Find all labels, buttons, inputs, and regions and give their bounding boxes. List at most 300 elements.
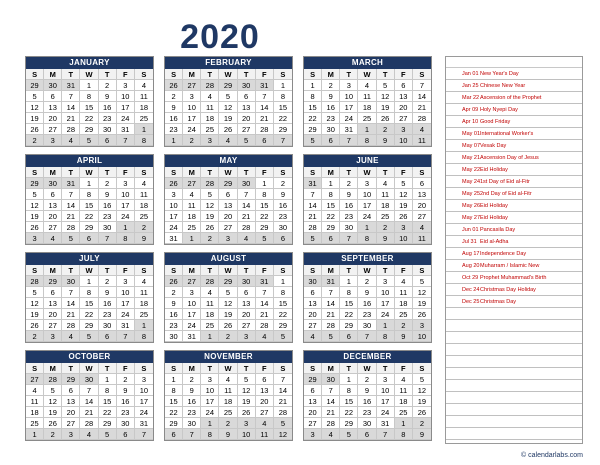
month-august <box>164 252 293 343</box>
month-days-grid <box>26 363 153 440</box>
day-cell: 15 <box>274 298 292 309</box>
weekday-header: W <box>80 69 98 80</box>
day-cell: 31 <box>183 331 201 342</box>
day-cell-other-month: 7 <box>340 233 358 244</box>
day-cell: 20 <box>62 407 80 418</box>
day-cell: 18 <box>377 200 395 211</box>
holiday-date: May 01 <box>462 131 481 137</box>
day-cell-other-month: 4 <box>80 429 98 440</box>
day-cell: 21 <box>62 309 80 320</box>
day-cell: 26 <box>26 222 44 233</box>
weekday-header: W <box>219 69 237 80</box>
month-name: JANUARY <box>26 57 153 69</box>
day-cell: 20 <box>219 211 237 222</box>
holiday-rows <box>446 68 582 440</box>
day-cell-other-month: 30 <box>238 80 256 91</box>
day-cell: 17 <box>201 396 219 407</box>
weekday-header: S <box>26 363 44 374</box>
day-cell: 25 <box>219 407 237 418</box>
day-cell: 8 <box>80 91 98 102</box>
day-cell: 5 <box>377 80 395 91</box>
weekday-header: T <box>238 167 256 178</box>
weekday-header: W <box>80 167 98 178</box>
day-cell: 28 <box>80 418 98 429</box>
holiday-row <box>446 296 582 308</box>
day-cell: 18 <box>358 102 376 113</box>
holiday-row <box>446 212 582 224</box>
weekday-header: S <box>26 167 44 178</box>
day-cell: 7 <box>322 385 340 396</box>
day-cell: 8 <box>165 385 183 396</box>
day-cell: 25 <box>201 320 219 331</box>
day-cell: 5 <box>395 178 413 189</box>
day-cell-other-month: 29 <box>219 276 237 287</box>
day-cell-other-month: 7 <box>117 331 135 342</box>
holiday-row-blank <box>446 416 582 428</box>
day-cell: 24 <box>135 407 153 418</box>
day-cell: 12 <box>377 91 395 102</box>
weekday-header: S <box>165 167 183 178</box>
weekday-header: S <box>413 265 431 276</box>
day-cell-other-month: 1 <box>201 331 219 342</box>
weekday-header: F <box>117 167 135 178</box>
day-cell-other-month: 11 <box>413 135 431 146</box>
day-cell: 30 <box>117 418 135 429</box>
weekday-header: T <box>62 265 80 276</box>
day-cell-other-month: 5 <box>340 429 358 440</box>
day-cell-other-month: 7 <box>358 331 376 342</box>
day-cell: 24 <box>183 124 201 135</box>
weekday-header: F <box>117 363 135 374</box>
day-cell: 30 <box>99 320 117 331</box>
day-cell-other-month: 3 <box>395 222 413 233</box>
day-cell: 3 <box>135 374 153 385</box>
day-cell-holiday: 10 <box>183 102 201 113</box>
day-cell: 14 <box>304 200 322 211</box>
day-cell: 28 <box>62 320 80 331</box>
day-cell: 11 <box>26 396 44 407</box>
day-cell-other-month: 3 <box>238 331 256 342</box>
day-cell: 27 <box>304 320 322 331</box>
month-february <box>164 56 293 147</box>
day-cell-holiday: 13 <box>44 102 62 113</box>
day-cell: 26 <box>219 320 237 331</box>
month-days-grid <box>165 265 292 342</box>
day-cell: 21 <box>62 113 80 124</box>
weekday-header: T <box>377 167 395 178</box>
day-cell-other-month: 31 <box>256 80 274 91</box>
holiday-row-blank <box>446 368 582 380</box>
month-days-grid <box>165 69 292 146</box>
holiday-name: Eid Holiday <box>480 203 508 209</box>
day-cell: 14 <box>413 91 431 102</box>
day-cell: 4 <box>26 385 44 396</box>
day-cell-other-month: 4 <box>62 135 80 146</box>
day-cell-other-month: 5 <box>256 233 274 244</box>
day-cell: 11 <box>395 287 413 298</box>
day-cell: 2 <box>322 80 340 91</box>
day-cell: 22 <box>165 407 183 418</box>
day-cell-other-month: 6 <box>358 429 376 440</box>
weekday-header: M <box>322 265 340 276</box>
day-cell-other-month: 3 <box>44 135 62 146</box>
day-cell-other-month: 10 <box>395 135 413 146</box>
weekday-header: W <box>358 69 376 80</box>
weekday-header: M <box>44 265 62 276</box>
holiday-date: Jul 31 <box>462 239 477 245</box>
day-cell: 6 <box>413 178 431 189</box>
day-cell: 28 <box>256 124 274 135</box>
day-cell: 19 <box>413 396 431 407</box>
day-cell: 12 <box>219 102 237 113</box>
day-cell: 5 <box>201 189 219 200</box>
day-cell-other-month: 5 <box>274 418 292 429</box>
day-cell-other-month: 1 <box>377 320 395 331</box>
day-cell: 16 <box>358 298 376 309</box>
day-cell: 11 <box>377 189 395 200</box>
day-cell: 4 <box>358 80 376 91</box>
day-cell: 10 <box>183 298 201 309</box>
day-cell: 8 <box>256 189 274 200</box>
weekday-header: T <box>377 363 395 374</box>
copyright-icon: © <box>521 452 527 459</box>
holiday-row <box>446 284 582 296</box>
weekday-header: T <box>201 265 219 276</box>
day-cell: 2 <box>99 178 117 189</box>
weekday-header: W <box>219 363 237 374</box>
day-cell: 16 <box>340 200 358 211</box>
weekday-header: F <box>117 69 135 80</box>
day-cell-other-month: 4 <box>256 331 274 342</box>
day-cell-other-month: 7 <box>183 429 201 440</box>
day-cell: 1 <box>80 276 98 287</box>
month-name: MARCH <box>304 57 431 69</box>
day-cell: 26 <box>219 124 237 135</box>
weekday-header: T <box>377 265 395 276</box>
day-cell: 5 <box>413 374 431 385</box>
day-cell: 31 <box>117 124 135 135</box>
day-cell-other-month: 3 <box>62 429 80 440</box>
weekday-header: W <box>219 265 237 276</box>
day-cell: 9 <box>99 91 117 102</box>
day-cell: 5 <box>44 385 62 396</box>
day-cell: 2 <box>117 374 135 385</box>
weekday-header: M <box>44 363 62 374</box>
day-cell: 28 <box>322 320 340 331</box>
day-cell-other-month: 3 <box>219 233 237 244</box>
day-cell-other-month: 30 <box>44 80 62 91</box>
day-cell: 2 <box>165 91 183 102</box>
day-cell-other-month: 28 <box>201 178 219 189</box>
day-cell-other-month: 6 <box>274 233 292 244</box>
day-cell: 20 <box>44 113 62 124</box>
weekday-header: F <box>395 167 413 178</box>
weekday-header: T <box>238 265 256 276</box>
day-cell: 13 <box>219 200 237 211</box>
day-cell: 3 <box>117 80 135 91</box>
day-cell: 10 <box>377 385 395 396</box>
day-cell-other-month: 28 <box>44 374 62 385</box>
day-cell-other-month: 5 <box>62 233 80 244</box>
weekday-header: S <box>26 265 44 276</box>
holiday-row-blank <box>446 356 582 368</box>
weekday-header: S <box>135 265 153 276</box>
day-cell: 20 <box>44 211 62 222</box>
day-cell: 7 <box>413 80 431 91</box>
day-cell-other-month: 7 <box>377 429 395 440</box>
holiday-row-blank <box>446 344 582 356</box>
day-cell-other-month: 5 <box>274 331 292 342</box>
day-cell: 15 <box>340 396 358 407</box>
day-cell: 4 <box>395 374 413 385</box>
day-cell: 7 <box>80 385 98 396</box>
day-cell-other-month: 5 <box>304 233 322 244</box>
day-cell: 16 <box>274 200 292 211</box>
weekday-header: S <box>304 363 322 374</box>
month-days-grid <box>304 167 431 244</box>
day-cell: 22 <box>80 211 98 222</box>
weekday-header: T <box>99 265 117 276</box>
day-cell: 25 <box>26 418 44 429</box>
weekday-header: T <box>201 69 219 80</box>
day-cell-other-month: 1 <box>358 222 376 233</box>
day-cell: 7 <box>256 287 274 298</box>
day-cell-other-month: 6 <box>99 135 117 146</box>
day-cell: 22 <box>80 113 98 124</box>
day-cell-other-month: 4 <box>62 331 80 342</box>
day-cell: 8 <box>274 91 292 102</box>
weekday-header: S <box>274 265 292 276</box>
month-october <box>25 350 154 441</box>
day-cell: 22 <box>340 309 358 320</box>
holiday-date: Mar 22 <box>462 95 480 101</box>
day-cell: 16 <box>99 102 117 113</box>
day-cell-holiday: 17 <box>183 309 201 320</box>
day-cell: 10 <box>135 385 153 396</box>
day-cell: 17 <box>117 102 135 113</box>
day-cell: 19 <box>219 113 237 124</box>
weekday-header: W <box>358 167 376 178</box>
day-cell-other-month: 26 <box>165 178 183 189</box>
holiday-row-blank <box>446 380 582 392</box>
day-cell: 24 <box>340 113 358 124</box>
weekday-header: F <box>395 265 413 276</box>
holiday-row <box>446 260 582 272</box>
day-cell-other-month: 31 <box>304 178 322 189</box>
day-cell: 7 <box>304 189 322 200</box>
holiday-name: Pancasila Day <box>480 227 516 233</box>
holiday-row <box>446 224 582 236</box>
day-cell: 27 <box>238 320 256 331</box>
day-cell: 18 <box>135 200 153 211</box>
day-cell-other-month: 2 <box>219 331 237 342</box>
weekday-header: T <box>340 69 358 80</box>
day-cell: 28 <box>256 320 274 331</box>
holiday-date: May 21 <box>462 155 481 161</box>
holiday-date: Apr 10 <box>462 119 479 125</box>
weekday-header: S <box>165 69 183 80</box>
day-cell: 16 <box>117 396 135 407</box>
day-cell-other-month: 8 <box>358 135 376 146</box>
day-cell-other-month: 9 <box>377 233 395 244</box>
day-cell: 24 <box>183 320 201 331</box>
day-cell-other-month: 4 <box>413 222 431 233</box>
day-cell: 2 <box>165 287 183 298</box>
day-cell-other-month: 5 <box>238 135 256 146</box>
weekday-header: M <box>183 265 201 276</box>
day-cell: 25 <box>183 222 201 233</box>
day-cell: 4 <box>135 80 153 91</box>
day-cell: 8 <box>99 385 117 396</box>
day-cell: 11 <box>135 91 153 102</box>
day-cell: 13 <box>238 298 256 309</box>
month-days-grid <box>304 69 431 146</box>
day-cell: 6 <box>256 374 274 385</box>
day-cell-other-month: 29 <box>26 178 44 189</box>
day-cell: 6 <box>304 385 322 396</box>
day-cell: 9 <box>183 385 201 396</box>
weekday-header: M <box>44 167 62 178</box>
day-cell: 28 <box>413 113 431 124</box>
day-cell-other-month: 7 <box>135 429 153 440</box>
day-cell-other-month: 2 <box>135 222 153 233</box>
day-cell-other-month: 4 <box>256 418 274 429</box>
weekday-header: S <box>304 265 322 276</box>
day-cell-other-month: 28 <box>201 80 219 91</box>
day-cell: 30 <box>99 124 117 135</box>
day-cell: 17 <box>117 200 135 211</box>
day-cell: 2 <box>274 178 292 189</box>
day-cell: 26 <box>44 418 62 429</box>
day-cell: 19 <box>219 309 237 320</box>
day-cell-other-month: 2 <box>219 418 237 429</box>
day-cell: 2 <box>99 80 117 91</box>
day-cell-other-month: 4 <box>413 124 431 135</box>
day-cell: 4 <box>135 178 153 189</box>
holiday-row <box>446 236 582 248</box>
day-cell-other-month: 7 <box>340 135 358 146</box>
month-december <box>303 350 432 441</box>
day-cell-holiday: 29 <box>304 124 322 135</box>
day-cell: 15 <box>322 200 340 211</box>
weekday-header: M <box>183 69 201 80</box>
day-cell: 1 <box>340 276 358 287</box>
day-cell: 6 <box>238 91 256 102</box>
footer-link[interactable]: calendarlabs.com <box>528 452 583 459</box>
day-cell: 26 <box>413 407 431 418</box>
weekday-header: T <box>62 167 80 178</box>
day-cell: 15 <box>165 396 183 407</box>
day-cell: 21 <box>256 113 274 124</box>
day-cell: 24 <box>117 309 135 320</box>
day-cell: 18 <box>135 102 153 113</box>
day-cell: 1 <box>274 276 292 287</box>
day-cell: 1 <box>274 80 292 91</box>
day-cell-other-month: 8 <box>135 135 153 146</box>
day-cell: 27 <box>44 124 62 135</box>
day-cell-other-month: 1 <box>201 418 219 429</box>
day-cell: 9 <box>274 189 292 200</box>
weekday-header: M <box>183 167 201 178</box>
holiday-row <box>446 80 582 92</box>
day-cell: 27 <box>413 211 431 222</box>
month-name: DECEMBER <box>304 351 431 363</box>
day-cell: 16 <box>183 396 201 407</box>
month-name: FEBRUARY <box>165 57 292 69</box>
day-cell-other-month: 3 <box>304 429 322 440</box>
holiday-row-blank <box>446 332 582 344</box>
day-cell: 21 <box>274 396 292 407</box>
day-cell: 6 <box>304 287 322 298</box>
day-cell-other-month: 6 <box>117 429 135 440</box>
day-cell: 23 <box>99 113 117 124</box>
weekday-header: M <box>183 363 201 374</box>
day-cell: 18 <box>183 211 201 222</box>
day-cell: 16 <box>165 113 183 124</box>
day-cell: 23 <box>340 211 358 222</box>
day-cell: 10 <box>117 189 135 200</box>
holiday-row <box>446 248 582 260</box>
day-cell: 7 <box>274 374 292 385</box>
day-cell-other-month: 6 <box>322 135 340 146</box>
day-cell: 3 <box>377 374 395 385</box>
day-cell: 11 <box>395 385 413 396</box>
day-cell: 15 <box>99 396 117 407</box>
day-cell: 5 <box>413 276 431 287</box>
day-cell: 3 <box>377 276 395 287</box>
day-cell: 14 <box>274 385 292 396</box>
day-cell-holiday: 5 <box>26 189 44 200</box>
day-cell: 1 <box>340 374 358 385</box>
day-cell: 12 <box>44 396 62 407</box>
day-cell-other-month: 3 <box>395 124 413 135</box>
day-cell: 4 <box>377 178 395 189</box>
holiday-name: Vesak Day <box>480 143 507 149</box>
day-cell-other-month: 7 <box>274 135 292 146</box>
holiday-row-blank <box>446 320 582 332</box>
day-cell: 30 <box>340 222 358 233</box>
day-cell-other-month: 9 <box>413 429 431 440</box>
weekday-header: S <box>274 363 292 374</box>
day-cell-other-month: 9 <box>395 331 413 342</box>
day-cell: 22 <box>322 211 340 222</box>
day-cell: 28 <box>322 418 340 429</box>
day-cell: 16 <box>165 309 183 320</box>
day-cell-other-month: 12 <box>274 429 292 440</box>
footer-credit[interactable] <box>521 452 583 459</box>
day-cell: 9 <box>358 287 376 298</box>
day-cell: 20 <box>238 113 256 124</box>
day-cell: 25 <box>201 124 219 135</box>
day-cell: 6 <box>62 385 80 396</box>
weekday-header: S <box>26 69 44 80</box>
holiday-date: May 27 <box>462 215 481 221</box>
day-cell-other-month: 1 <box>165 135 183 146</box>
weekday-header: F <box>395 363 413 374</box>
day-cell-other-month: 9 <box>135 233 153 244</box>
day-cell: 6 <box>44 91 62 102</box>
month-january <box>25 56 154 147</box>
day-cell: 7 <box>62 287 80 298</box>
day-cell: 22 <box>274 113 292 124</box>
day-cell: 19 <box>395 200 413 211</box>
day-cell: 17 <box>165 211 183 222</box>
weekday-header: T <box>99 363 117 374</box>
day-cell-other-month: 8 <box>201 429 219 440</box>
weekday-header: T <box>62 363 80 374</box>
day-cell-holiday: 21 <box>238 211 256 222</box>
day-cell: 2 <box>358 276 376 287</box>
